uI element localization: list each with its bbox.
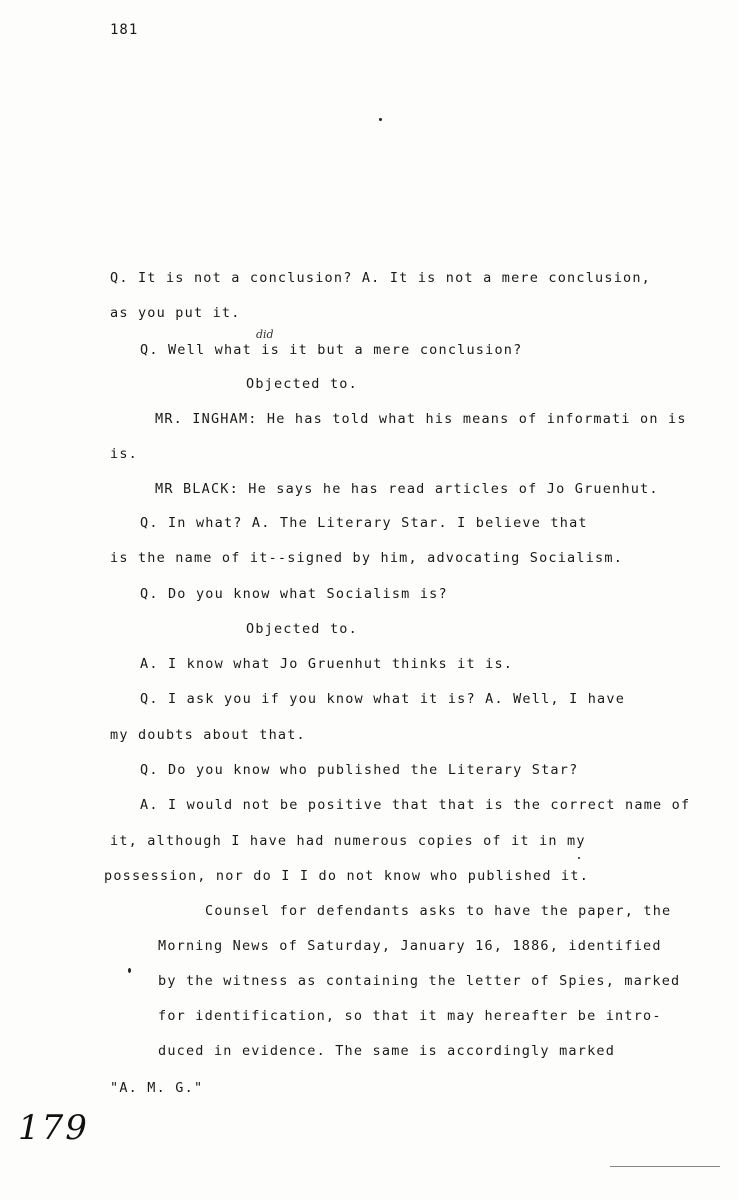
text-line: is the name of it--signed by him, advocating Socialism.: [110, 550, 624, 566]
text-line: Q. Well what is it but a mere conclusion?: [140, 342, 523, 358]
text-line: MR. INGHAM: He has told what his means of informati on is: [155, 411, 687, 427]
ink-speck: [578, 857, 580, 859]
page-number: 181: [110, 22, 139, 38]
ink-speck: [128, 968, 131, 973]
text-line: by the witness as containing the letter of Spies, marked: [158, 973, 681, 989]
text-line: duced in evidence. The same is accordingly marked: [158, 1043, 616, 1059]
text-line: A. I know what Jo Gruenhut thinks it is.: [140, 656, 514, 672]
text-line: Objected to.: [246, 376, 358, 392]
text-line: for identification, so that it may hereafter be intro-: [158, 1008, 662, 1024]
text-line: as you put it.: [110, 305, 241, 321]
text-line: Q. Do you know who published the Literary Star?: [140, 762, 579, 778]
text-line: Q. Do you know what Socialism is?: [140, 586, 448, 602]
handwritten-page-number: 179: [18, 1108, 89, 1148]
handwritten-insert-did: did: [256, 328, 274, 341]
text-line: is.: [110, 446, 138, 462]
text-line: Q. I ask you if you know what it is? A. Well, I have: [140, 691, 626, 707]
text-line: possession, nor do I I do not know who published it.: [104, 868, 590, 884]
text-line: Objected to.: [246, 621, 358, 637]
text-line: Q. In what? A. The Literary Star. I believe that: [140, 515, 588, 531]
footer-rule: [610, 1166, 720, 1167]
text-line: Morning News of Saturday, January 16, 1886, identified: [158, 938, 662, 954]
ink-speck: [379, 118, 382, 121]
text-line: Q. It is not a conclusion? A. It is not a mere conclusion,: [110, 270, 652, 286]
text-line: MR BLACK: He says he has read articles of Jo Gruenhut.: [155, 481, 659, 497]
text-line: my doubts about that.: [110, 727, 306, 743]
text-line: "A. M. G.": [110, 1080, 204, 1096]
text-line: Counsel for defendants asks to have the paper, the: [205, 903, 672, 919]
text-line: A. I would not be positive that that is the correct name of: [140, 797, 691, 813]
text-line: it, although I have had numerous copies of it in my: [110, 833, 586, 849]
